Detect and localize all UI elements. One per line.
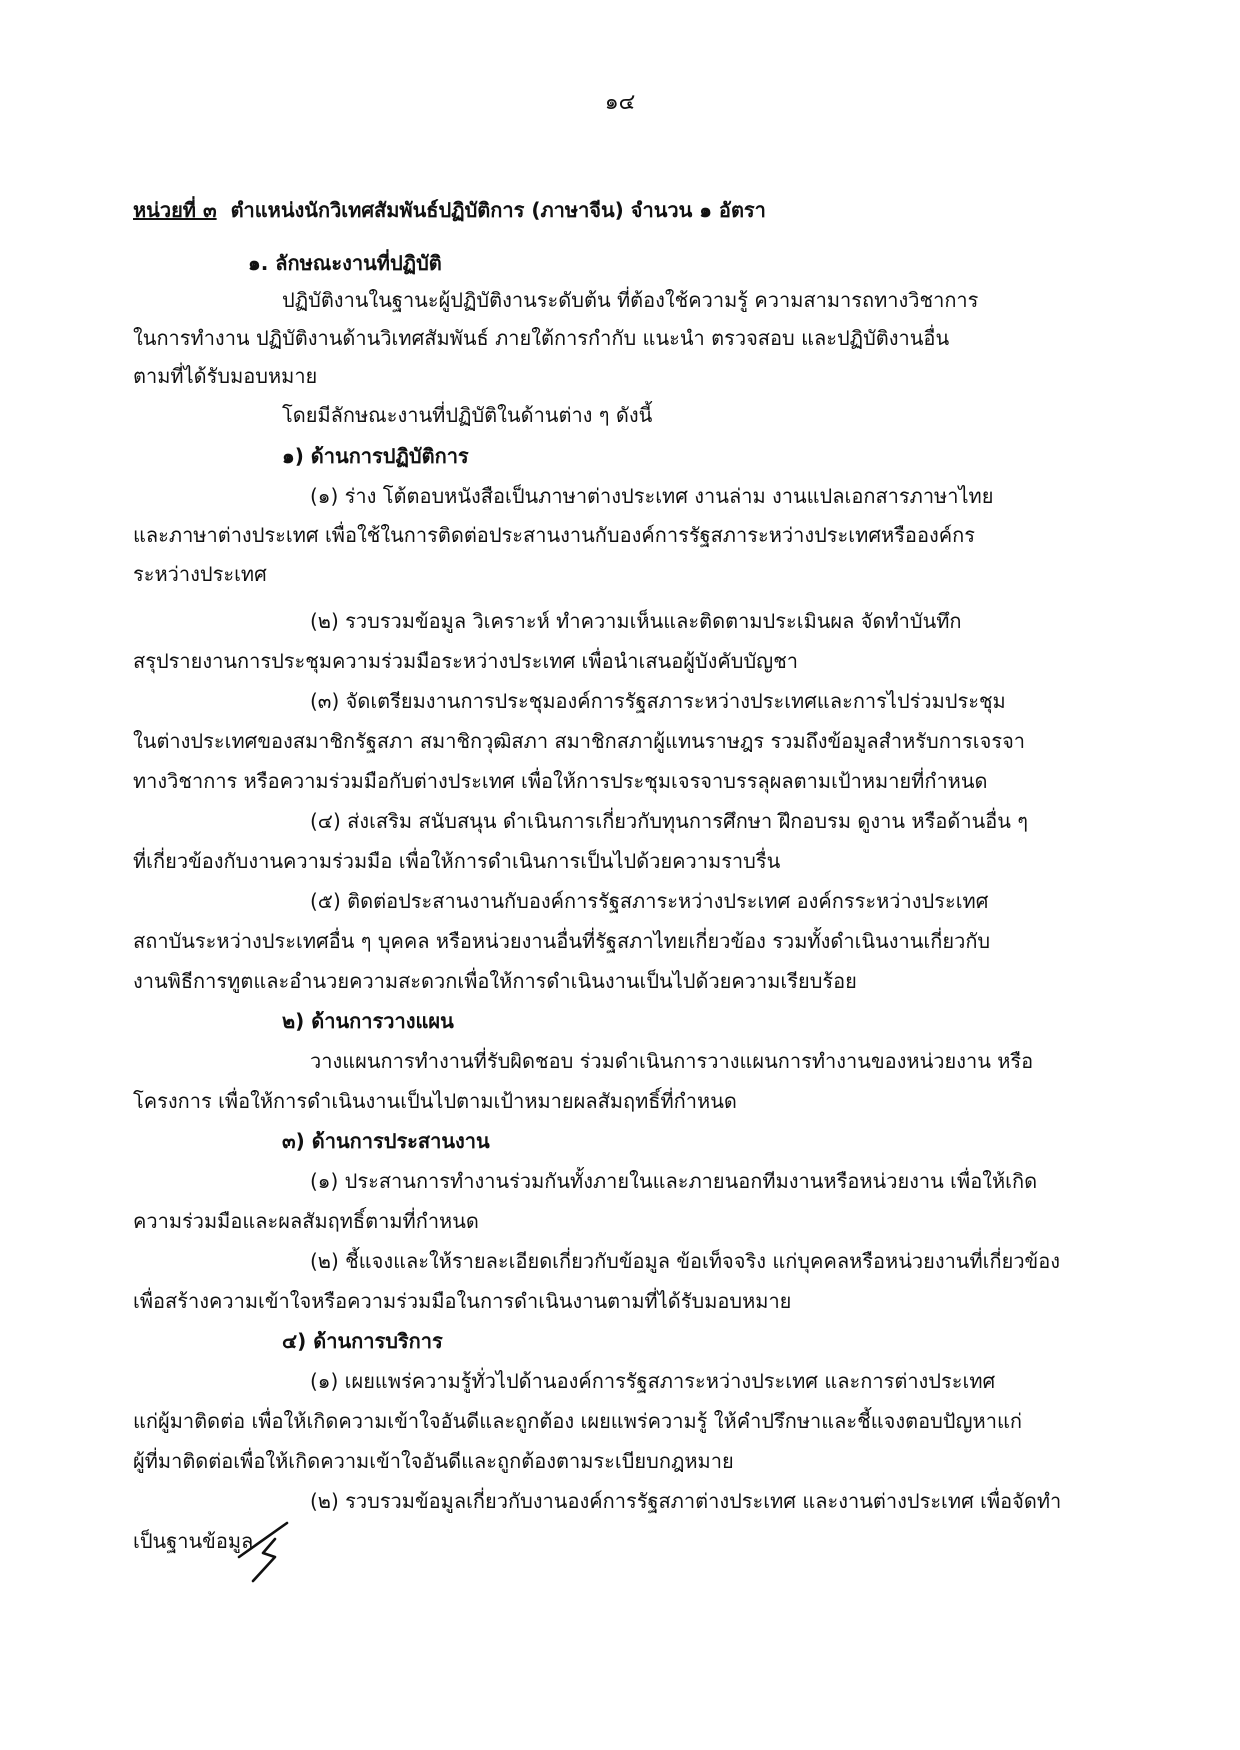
list-item-line: และภาษาต่างประเทศ เพื่อใช้ในการติดต่อประสานงานกับองค์การรัฐสภาระหว่างประเทศหรือองค์กร xyxy=(133,523,975,547)
page-number: ๑๔ xyxy=(604,90,636,115)
list-item-line: สถาบันระหว่างประเทศอื่น ๆ บุคคล หรือหน่วยงานอื่นที่รัฐสภาไทยเกี่ยวข้อง รวมทั้งดำเนินงานเกี่ยวกับ xyxy=(133,929,991,953)
list-item-line: (๕) ติดต่อประสานงานกับองค์การรัฐสภาระหว่างประเทศ องค์กรระหว่างประเทศ xyxy=(310,889,989,913)
list-item-line: (๑) ร่าง โต้ตอบหนังสือเป็นภาษาต่างประเทศ งานล่าม งานแปลเอกสารภาษาไทย xyxy=(310,484,994,508)
list-item-line: ที่เกี่ยวข้องกับงานความร่วมมือ เพื่อให้การดำเนินการเป็นไปด้วยความราบรื่น xyxy=(133,849,781,873)
subsection-operations-title: ๑) ด้านการปฏิบัติการ xyxy=(282,444,469,468)
paragraph-line: โดยมีลักษณะงานที่ปฏิบัติในด้านต่าง ๆ ดังนี้ xyxy=(282,403,653,427)
list-item-line: (๑) ประสานการทำงานร่วมกันทั้งภายในและภายนอกทีมงานหรือหน่วยงาน เพื่อให้เกิด xyxy=(310,1169,1038,1193)
unit-label: หน่วยที่ ๓ xyxy=(133,198,217,222)
paragraph-line: วางแผนการทำงานที่รับผิดชอบ ร่วมดำเนินการวางแผนการทำงานของหน่วยงาน หรือ xyxy=(310,1049,1034,1073)
paragraph-line: ตามที่ได้รับมอบหมาย xyxy=(133,364,318,388)
subsection-planning-title: ๒) ด้านการวางแผน xyxy=(282,1009,454,1033)
list-item-line: สรุปรายงานการประชุมความร่วมมือระหว่างประเทศ เพื่อนำเสนอผู้บังคับบัญชา xyxy=(133,649,798,673)
paragraph-line: โครงการ เพื่อให้การดำเนินงานเป็นไปตามเป้าหมายผลสัมฤทธิ์ที่กำหนด xyxy=(133,1089,737,1113)
list-item-line: เป็นฐานข้อมูล xyxy=(133,1529,254,1553)
list-item-line: แก่ผู้มาติดต่อ เพื่อให้เกิดความเข้าใจอันดีและถูกต้อง เผยแพร่ความรู้ ให้คำปรึกษาและชี้แจงตอบปัญหาแก่ xyxy=(133,1409,1022,1433)
list-item-line: ระหว่างประเทศ xyxy=(133,562,267,586)
list-item-line: (๑) เผยแพร่ความรู้ทั่วไปด้านองค์การรัฐสภาระหว่างประเทศ และการต่างประเทศ xyxy=(310,1369,996,1393)
list-item-line: (๓) จัดเตรียมงานการประชุมองค์การรัฐสภาระหว่างประเทศและการไปร่วมประชุม xyxy=(310,689,1006,713)
subsection-coordination-title: ๓) ด้านการประสานงาน xyxy=(282,1129,490,1153)
list-item-line: ความร่วมมือและผลสัมฤทธิ์ตามที่กำหนด xyxy=(133,1209,479,1233)
list-item-line: (๒) รวบรวมข้อมูลเกี่ยวกับงานองค์การรัฐสภาต่างประเทศ และงานต่างประเทศ เพื่อจัดทำ xyxy=(310,1489,1062,1513)
list-item-line: งานพิธีการทูตและอำนวยความสะดวกเพื่อให้การดำเนินงานเป็นไปด้วยความเรียบร้อย xyxy=(133,969,857,993)
paragraph-line: ปฏิบัติงานในฐานะผู้ปฏิบัติงานระดับต้น ที่ต้องใช้ความรู้ ความสามารถทางวิชาการ xyxy=(282,288,979,312)
list-item-line: เพื่อสร้างความเข้าใจหรือความร่วมมือในการดำเนินงานตามที่ได้รับมอบหมาย xyxy=(133,1289,792,1313)
subsection-service-title: ๔) ด้านการบริการ xyxy=(282,1329,443,1353)
list-item-line: ในต่างประเทศของสมาชิกรัฐสภา สมาชิกวุฒิสภา สมาชิกสภาผู้แทนราษฎร รวมถึงข้อมูลสำหรับการเจรจา xyxy=(133,729,1026,753)
signature-initials xyxy=(235,1517,295,1587)
list-item-line: (๒) รวบรวมข้อมูล วิเคราะห์ ทำความเห็นและติดตามประเมินผล จัดทำบันทึก xyxy=(310,609,962,633)
list-item-line: (๔) ส่งเสริม สนับสนุน ดำเนินการเกี่ยวกับทุนการศึกษา ฝึกอบรม ดูงาน หรือด้านอื่น ๆ xyxy=(310,809,1029,833)
list-item-line: ทางวิชาการ หรือความร่วมมือกับต่างประเทศ เพื่อให้การประชุมเจรจาบรรลุผลตามเป้าหมายที่กำหนด xyxy=(133,769,988,793)
position-title: ตำแหน่งนักวิเทศสัมพันธ์ปฏิบัติการ (ภาษาจีน) จำนวน ๑ อัตรา xyxy=(230,198,766,222)
unit-heading xyxy=(133,192,766,228)
list-item-line: (๒) ชี้แจงและให้รายละเอียดเกี่ยวกับข้อมูล ข้อเท็จจริง แก่บุคคลหรือหน่วยงานที่เกี่ยวข้อง xyxy=(310,1249,1061,1273)
list-item-line: ผู้ที่มาติดต่อเพื่อให้เกิดความเข้าใจอันดีและถูกต้องตามระเบียบกฎหมาย xyxy=(133,1449,734,1473)
paragraph-line: ในการทำงาน ปฏิบัติงานด้านวิเทศสัมพันธ์ ภายใต้การกำกับ แนะนำ ตรวจสอบ และปฏิบัติงานอื่น xyxy=(133,326,950,350)
section-1-title: ๑. ลักษณะงานที่ปฏิบัติ xyxy=(248,251,442,275)
